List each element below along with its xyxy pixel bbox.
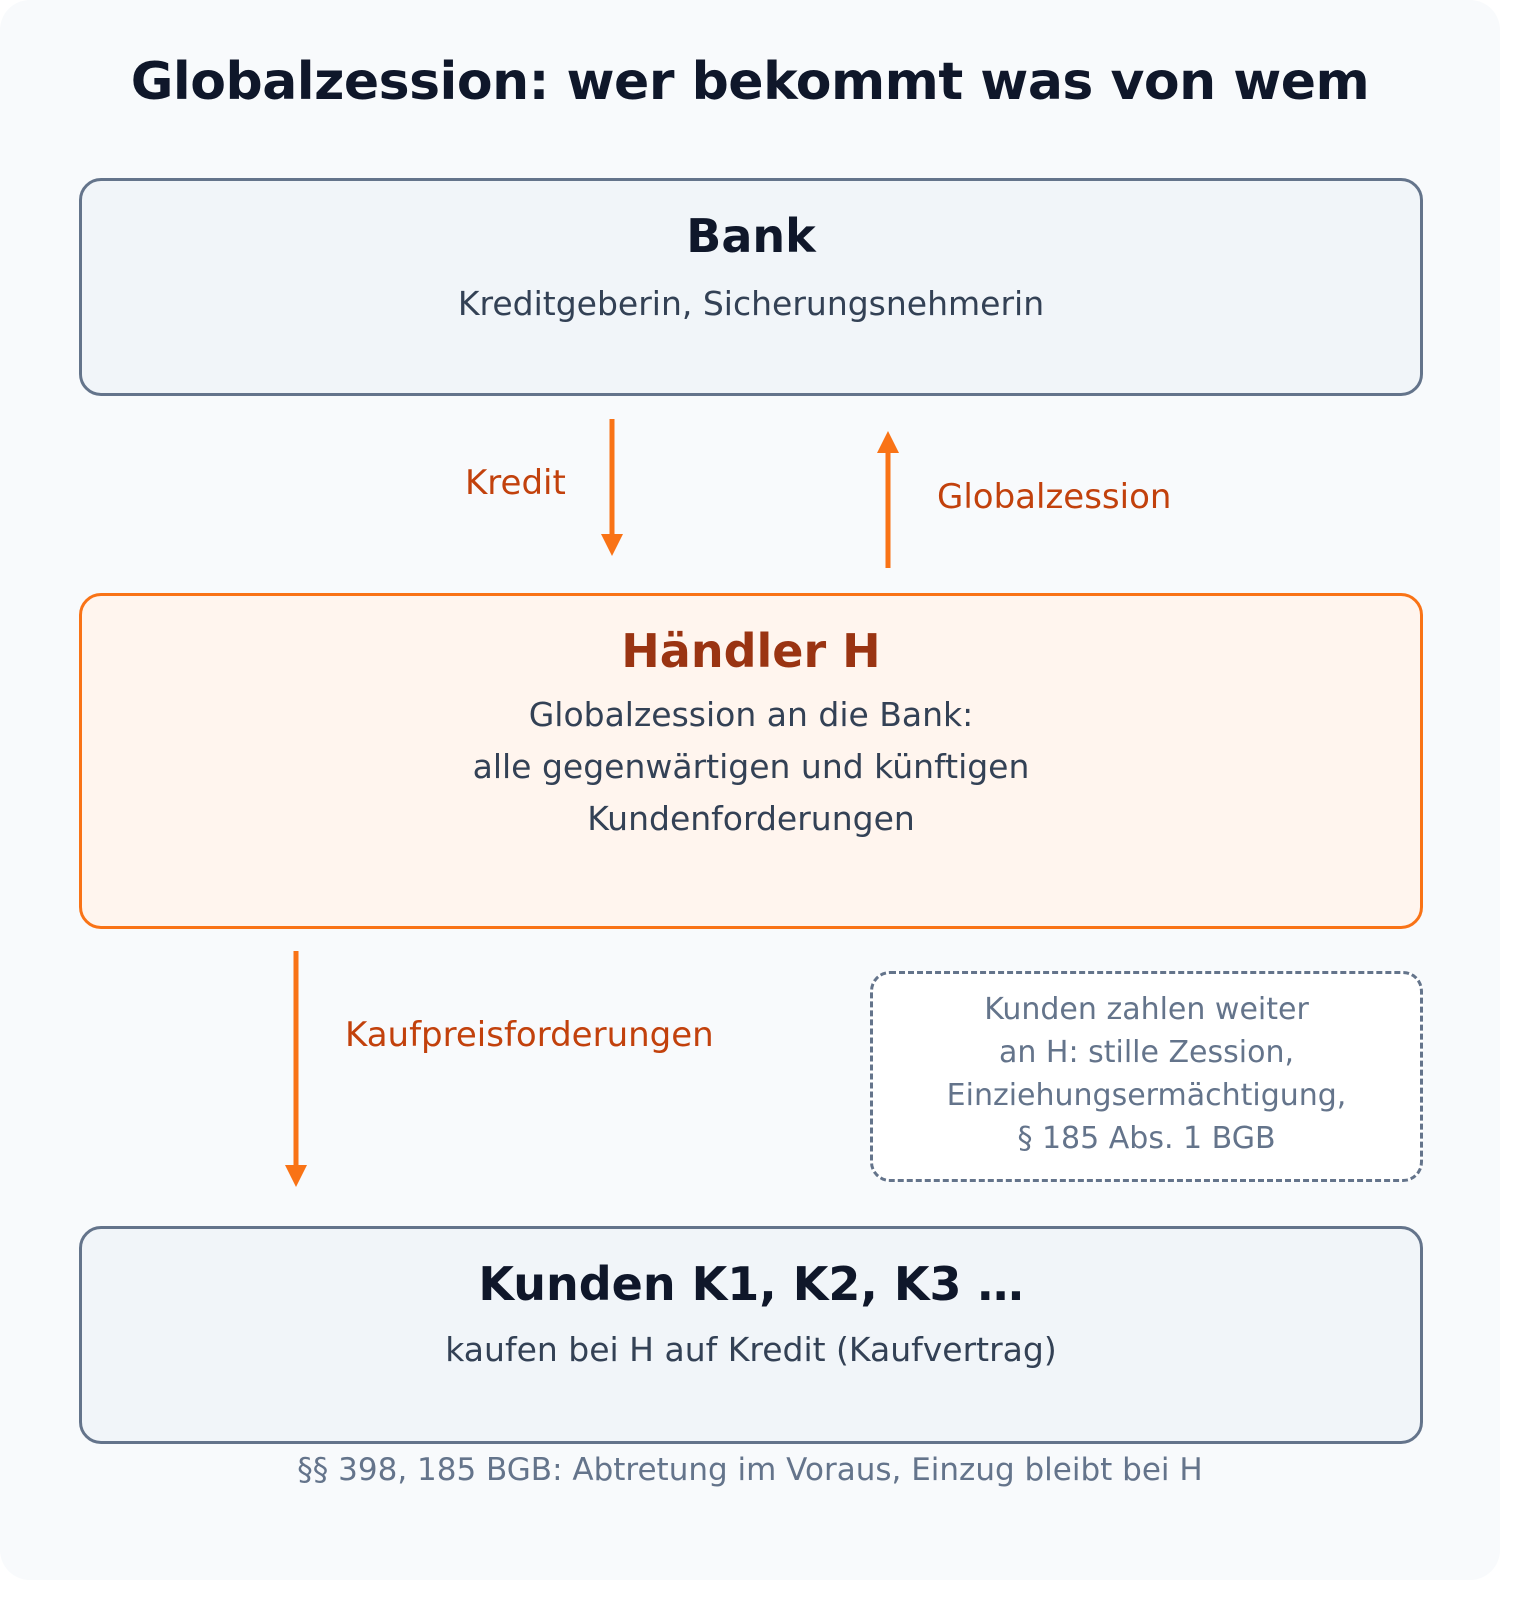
note-line-4: § 185 Abs. 1 BGB [1017, 1121, 1276, 1156]
kunden-box [79, 1226, 1423, 1444]
kaufpreisforderungen-arrow [285, 951, 307, 1187]
legal-footnote: §§ 398, 185 BGB: Abtretung im Voraus, Einzug bleibt bei H [297, 1452, 1203, 1488]
bank-heading: Bank [686, 209, 816, 263]
kaufpreisforderungen-label: Kaufpreisforderungen [345, 1015, 714, 1055]
haendler-line-3: Kundenforderungen [587, 799, 915, 839]
note-line-1: Kunden zahlen weiter [984, 992, 1309, 1027]
haendler-heading: Händler H [621, 624, 881, 678]
haendler-line-1: Globalzession an die Bank: [528, 695, 974, 735]
globalzession-arrow [877, 431, 899, 568]
kredit-label: Kredit [465, 463, 566, 503]
note-line-2: an H: stille Zession, [998, 1035, 1295, 1070]
stille-zession-note [870, 971, 1423, 1182]
haendler-line-2: alle gegenwärtigen und künftigen [472, 747, 1030, 787]
note-line-3: Einziehungsermächtigung, [946, 1078, 1347, 1113]
kunden-subtitle: kaufen bei H auf Kredit (Kaufvertrag) [445, 1330, 1057, 1370]
kunden-heading: Kunden K1, K2, K3 … [478, 1257, 1024, 1311]
bank-box [79, 178, 1423, 396]
kredit-arrow [601, 419, 623, 556]
diagram-title: Globalzession: wer bekommt was von wem [130, 52, 1370, 112]
haendler-box [79, 593, 1423, 929]
globalzession-label: Globalzession [937, 477, 1172, 517]
bank-subtitle: Kreditgeberin, Sicherungsnehmerin [457, 284, 1045, 324]
